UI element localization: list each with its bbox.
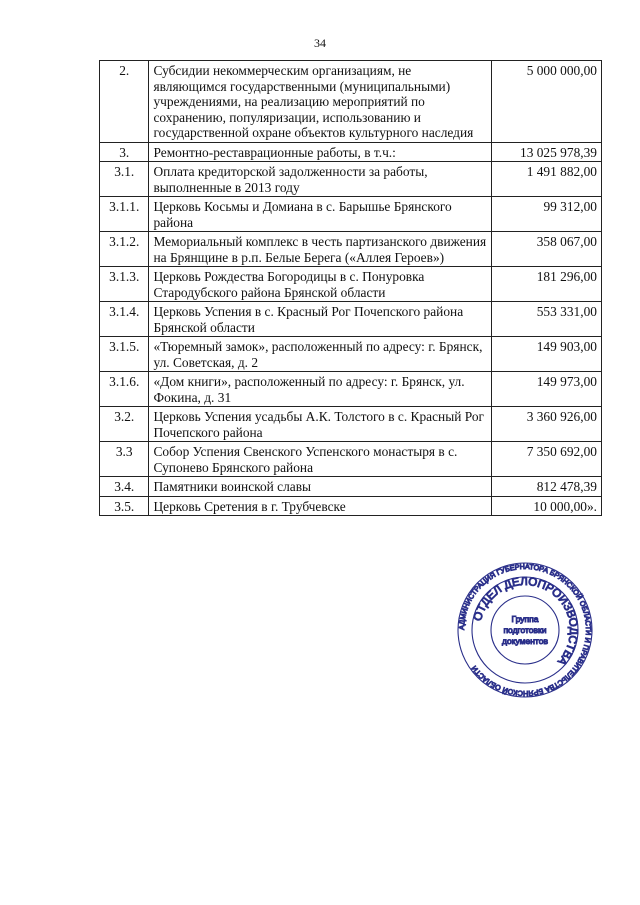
row-number: 3.1. xyxy=(100,162,149,197)
row-amount: 181 296,00 xyxy=(491,267,601,302)
row-amount: 7 350 692,00 xyxy=(491,442,601,477)
table-row xyxy=(100,232,602,267)
row-amount: 812 478,39 xyxy=(491,477,601,497)
stamp-middle-text: ОТДЕЛ ДЕЛОПРОИЗВОДСТВА xyxy=(471,575,580,668)
row-description: Памятники воинской славы xyxy=(149,477,491,497)
row-number: 3.2. xyxy=(100,407,149,442)
row-number: 3.3 xyxy=(100,442,149,477)
row-number: 3.1.5. xyxy=(100,337,149,372)
table-row xyxy=(100,302,602,337)
row-number: 3.1.6. xyxy=(100,372,149,407)
table-row xyxy=(100,142,602,162)
row-amount: 1 491 882,00 xyxy=(491,162,601,197)
row-amount: 13 025 978,39 xyxy=(491,142,601,162)
table-row xyxy=(100,61,602,143)
row-amount: 5 000 000,00 xyxy=(491,61,601,143)
row-description: Церковь Успения усадьбы А.К. Толстого в с. Красный Рог Почепского района xyxy=(149,407,491,442)
row-amount: 553 331,00 xyxy=(491,302,601,337)
row-number: 3.5. xyxy=(100,496,149,516)
row-description: Мемориальный комплекс в честь партизанского движения на Брянщине в р.п. Белые Берега («Аллея Героев») xyxy=(149,232,491,267)
row-amount: 149 903,00 xyxy=(491,337,601,372)
row-number: 3.1.1. xyxy=(100,197,149,232)
row-amount: 358 067,00 xyxy=(491,232,601,267)
row-amount: 3 360 926,00 xyxy=(491,407,601,442)
table-row xyxy=(100,337,602,372)
stamp-outer-text: АДМИНИСТРАЦИЯ ГУБЕРНАТОРА БРЯНСКОЙ ОБЛАСТИ И ПРАВИТЕЛЬСТВА БРЯНСКОЙ ОБЛАСТИ xyxy=(456,561,594,699)
row-number: 2. xyxy=(100,61,149,143)
row-description: «Дом книги», расположенный по адресу: г. Брянск, ул. Фокина, д. 31 xyxy=(149,372,491,407)
row-number: 3. xyxy=(100,142,149,162)
table-row xyxy=(100,267,602,302)
row-number: 3.4. xyxy=(100,477,149,497)
table-row xyxy=(100,477,602,497)
row-number: 3.1.4. xyxy=(100,302,149,337)
table-row xyxy=(100,496,602,516)
row-description: Собор Успения Свенского Успенского монастыря в с. Супонево Брянского района xyxy=(149,442,491,477)
row-number: 3.1.2. xyxy=(100,232,149,267)
budget-table xyxy=(99,60,602,516)
table-row xyxy=(100,407,602,442)
office-stamp xyxy=(456,561,594,699)
stamp-center-line-2: подготовки xyxy=(503,625,547,635)
row-description: Церковь Сретения в г. Трубчевске xyxy=(149,496,491,516)
row-description: Церковь Косьмы и Домиана в с. Барышье Брянского района xyxy=(149,197,491,232)
table-row xyxy=(100,162,602,197)
row-amount: 10 000,00». xyxy=(491,496,601,516)
row-description: Ремонтно-реставрационные работы, в т.ч.: xyxy=(149,142,491,162)
row-number: 3.1.3. xyxy=(100,267,149,302)
stamp-center-line-3: документов xyxy=(502,636,548,646)
page-number: 34 xyxy=(314,36,326,50)
row-amount: 149 973,00 xyxy=(491,372,601,407)
table-row xyxy=(100,442,602,477)
row-description: Церковь Рождества Богородицы в с. Понуровка Стародубского района Брянской области xyxy=(149,267,491,302)
row-description: Оплата кредиторской задолженности за работы, выполненные в 2013 году xyxy=(149,162,491,197)
table-row xyxy=(100,372,602,407)
stamp-center-line-1: Группа xyxy=(511,614,539,624)
row-amount: 99 312,00 xyxy=(491,197,601,232)
table-row xyxy=(100,197,602,232)
row-description: Субсидии некоммерческим организациям, не являющимся государственными (муниципальными) учреждениями, на реализацию мероприятий по сохранению, популяризации, использованию и государственной охране объектов культурного наследия xyxy=(149,61,491,143)
row-description: «Тюремный замок», расположенный по адресу: г. Брянск, ул. Советская, д. 2 xyxy=(149,337,491,372)
row-description: Церковь Успения в с. Красный Рог Почепского района Брянской области xyxy=(149,302,491,337)
